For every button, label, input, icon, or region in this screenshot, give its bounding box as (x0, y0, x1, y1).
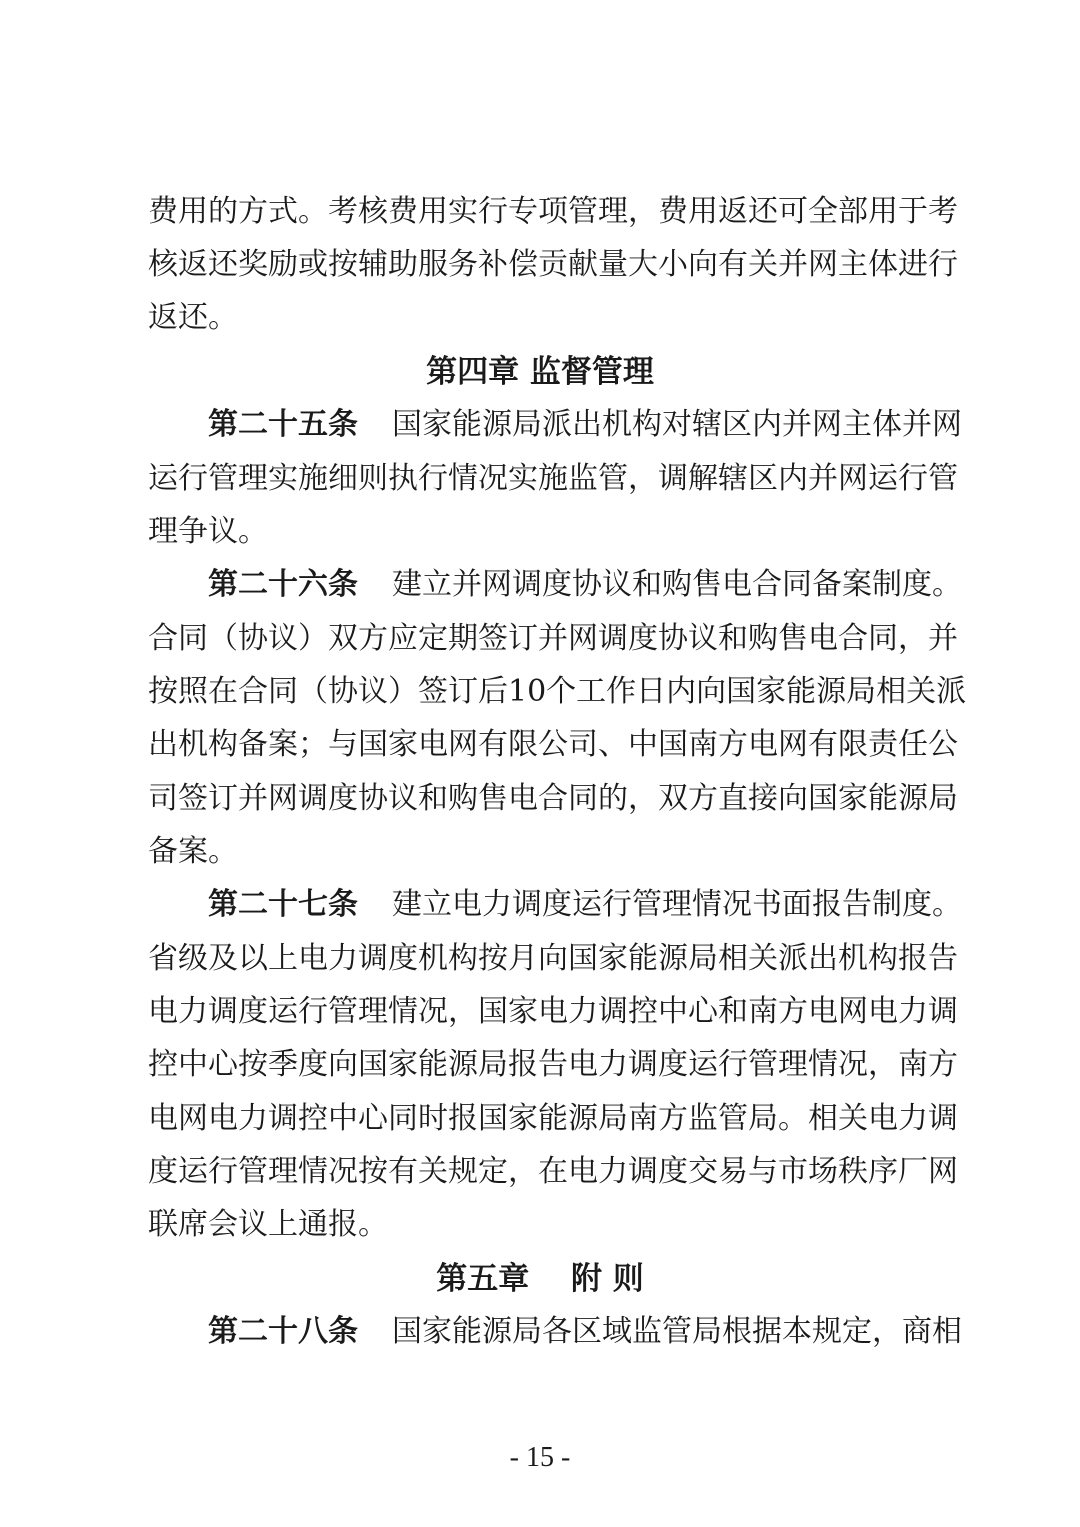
article-28-first-line (208, 1312, 962, 1352)
text-line: 运行管理实施细则执行情况实施监管，调解辖区内并网运行管 (148, 461, 958, 496)
article-26-text: 建立并网调度协议和购售电合同备案制度。 (392, 567, 962, 602)
article-25-first-line (208, 405, 962, 445)
text-line: 联席会议上通报。 (148, 1207, 388, 1242)
text-line: 按照在合同（协议）签订后10个工作日内向国家能源局相关派 (148, 674, 967, 709)
article-28-text: 国家能源局各区域监管局根据本规定，商相 (392, 1314, 962, 1349)
text-line: 合同（协议）双方应定期签订并网调度协议和购售电合同，并 (148, 621, 958, 656)
article-27-label: 第二十七条 (208, 887, 358, 922)
text-line: 电网电力调控中心同时报国家能源局南方监管局。相关电力调 (148, 1101, 958, 1136)
text-line: 出机构备案；与国家电网有限公司、中国南方电网有限责任公 (148, 727, 958, 762)
article-26-first-line (208, 565, 962, 605)
text-line: 控中心按季度向国家能源局报告电力调度运行管理情况，南方 (148, 1047, 958, 1082)
text-line: 理争议。 (148, 514, 268, 549)
chapter-five-heading: 第五章 附 则 (436, 1261, 644, 1297)
article-27-first-line (208, 885, 962, 925)
article-25-label: 第二十五条 (208, 407, 358, 442)
text-line: 备案。 (148, 834, 238, 869)
text-line: 返还。 (148, 300, 238, 335)
text-line: 费用的方式。考核费用实行专项管理，费用返还可全部用于考 (148, 194, 958, 229)
article-26-label: 第二十六条 (208, 567, 358, 602)
text-line: 司签订并网调度协议和购售电合同的，双方直接向国家能源局 (148, 781, 958, 816)
text-line: 省级及以上电力调度机构按月向国家能源局相关派出机构报告 (148, 941, 958, 976)
text-line: 核返还奖励或按辅助服务补偿贡献量大小向有关并网主体进行 (148, 247, 958, 282)
chapter-four-heading: 第四章 监督管理 (426, 354, 654, 390)
text-line: 电力调度运行管理情况，国家电力调控中心和南方电网电力调 (148, 994, 958, 1029)
page-number: - 15 - (509, 1442, 571, 1473)
article-28-label: 第二十八条 (208, 1314, 358, 1349)
article-25-text: 国家能源局派出机构对辖区内并网主体并网 (392, 407, 962, 442)
text-line: 度运行管理情况按有关规定，在电力调度交易与市场秩序厂网 (148, 1154, 958, 1189)
article-27-text: 建立电力调度运行管理情况书面报告制度。 (392, 887, 962, 922)
